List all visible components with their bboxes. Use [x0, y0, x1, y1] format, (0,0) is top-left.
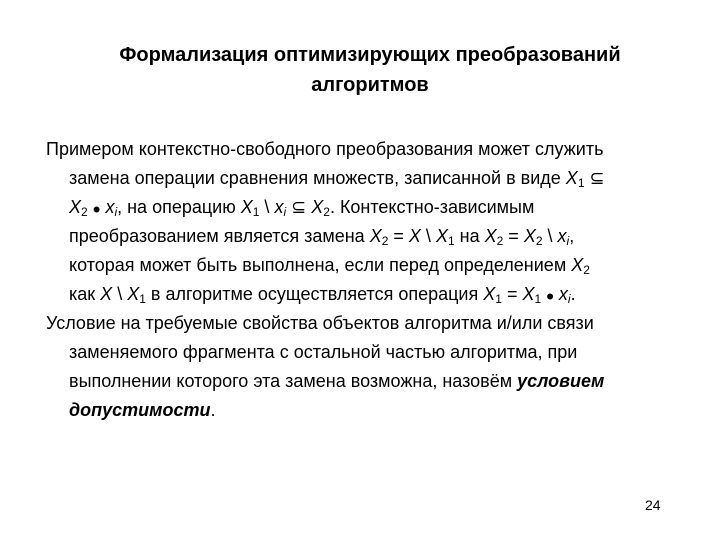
bullet-symbol: •: [92, 197, 101, 222]
p1-line-6: как X \ $X_1$ в алгоритме осуществляется операция $X_1 = X_1$ • $x_i$.: [69, 284, 576, 309]
p2-line-1: Условие на требуемые свойства объектов алгоритма и/или связи: [46, 313, 594, 333]
paragraph-context-free: [46, 135, 686, 309]
term-admissibility: допустимости: [69, 400, 211, 420]
subseteq-symbol: ⊆: [291, 197, 307, 217]
page-number: 24: [645, 497, 661, 513]
title-line-1: Формализация оптимизирующих преобразований: [119, 44, 621, 66]
p1-line-5: которая может быть выполнена, если перед определением $X_2$: [69, 255, 590, 277]
title-line-2: алгоритмов: [311, 74, 429, 96]
p1-line-4: преобразованием является замена $X_2 = X$ \ $X_1$ на $X_2 = X_2$ \ $x_i$,: [69, 226, 575, 248]
p1-line-3: $X_2$ • $x_i$, на операцию $X_1$ \ $x_i$ ⊆ $X_2$. Контекстно-зависимым: [69, 197, 535, 222]
bullet-symbol: •: [546, 284, 554, 309]
p1-line-2: замена операции сравнения множеств, записанной в виде $X_1$ ⊆: [69, 168, 605, 190]
slide-title: [40, 40, 700, 100]
p2-line-2: заменяемого фрагмента с остальной частью алгоритма, при: [69, 342, 578, 362]
p2-line-4: допустимости.: [69, 400, 216, 420]
p2-line-3: выполнении которого эта замена возможна, назовём условием: [69, 371, 605, 391]
p1-line-1: Примером контекстно-свободного преобразования может служить: [46, 139, 604, 159]
subseteq-symbol: ⊆: [589, 168, 605, 188]
term-condition: условием: [517, 371, 605, 391]
paragraph-admissibility: [46, 309, 686, 425]
